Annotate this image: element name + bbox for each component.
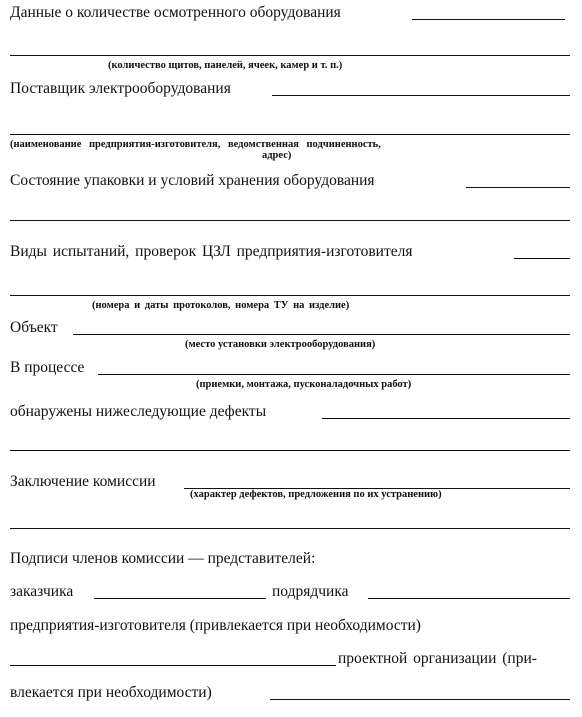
process-label: В процессе (10, 359, 85, 376)
tests-field[interactable] (514, 258, 570, 259)
equipment-count-caption: (количество щитов, панелей, ячеек, камер и т. п.) (108, 60, 343, 71)
manufacturer-signature-field[interactable] (10, 665, 336, 666)
conclusion-caption: (характер дефектов, предложения по их устранению) (190, 489, 442, 500)
design-org-label: проектной организации (при- (338, 650, 537, 667)
design-org-signature-field[interactable] (270, 699, 570, 700)
manufacturer-label: предприятия-изготовителя (привлекается при необходимости) (10, 617, 421, 634)
conclusion-label: Заключение комиссии (10, 473, 156, 490)
tests-label: Виды испытаний, проверок ЦЗЛ предприятия-изготовителя (10, 243, 413, 260)
conclusion-field-line2[interactable] (10, 528, 570, 529)
supplier-caption-cont: адрес) (262, 150, 292, 161)
process-caption: (приемки, монтажа, пусконаладочных работ) (196, 379, 412, 390)
object-label: Объект (10, 319, 58, 336)
defects-field[interactable] (322, 418, 570, 419)
equipment-count-label: Данные о количестве осмотренного оборудования (10, 4, 341, 21)
customer-label: заказчика (10, 583, 74, 600)
packaging-field-line2[interactable] (10, 220, 570, 221)
packaging-field[interactable] (466, 187, 570, 188)
defects-label: обнаружены нижеследующие дефекты (10, 403, 267, 420)
contractor-label: подрядчика (272, 583, 349, 600)
object-field[interactable] (73, 334, 570, 335)
tests-field-line2[interactable] (10, 295, 570, 296)
process-field[interactable] (98, 374, 570, 375)
design-org-label-cont: влекается при необходимости) (10, 684, 212, 701)
tests-caption: (номера и даты протоколов, номера ТУ на изделие) (92, 300, 350, 311)
supplier-label: Поставщик электрооборудования (10, 80, 231, 97)
supplier-field-line2[interactable] (10, 134, 570, 135)
equipment-count-field-line2[interactable] (10, 55, 570, 56)
defects-field-line2[interactable] (10, 450, 570, 451)
equipment-count-field[interactable] (412, 19, 565, 20)
packaging-label: Состояние упаковки и условий хранения оборудования (10, 172, 375, 189)
customer-signature-field[interactable] (94, 598, 266, 599)
supplier-field[interactable] (272, 95, 570, 96)
object-caption: (место установки электрооборудования) (185, 339, 376, 350)
supplier-caption: (наименование предприятия-изготовителя, ведомственная подчиненность, (10, 139, 381, 150)
contractor-signature-field[interactable] (368, 598, 570, 599)
signatures-label: Подписи членов комиссии — представителей: (10, 550, 316, 567)
